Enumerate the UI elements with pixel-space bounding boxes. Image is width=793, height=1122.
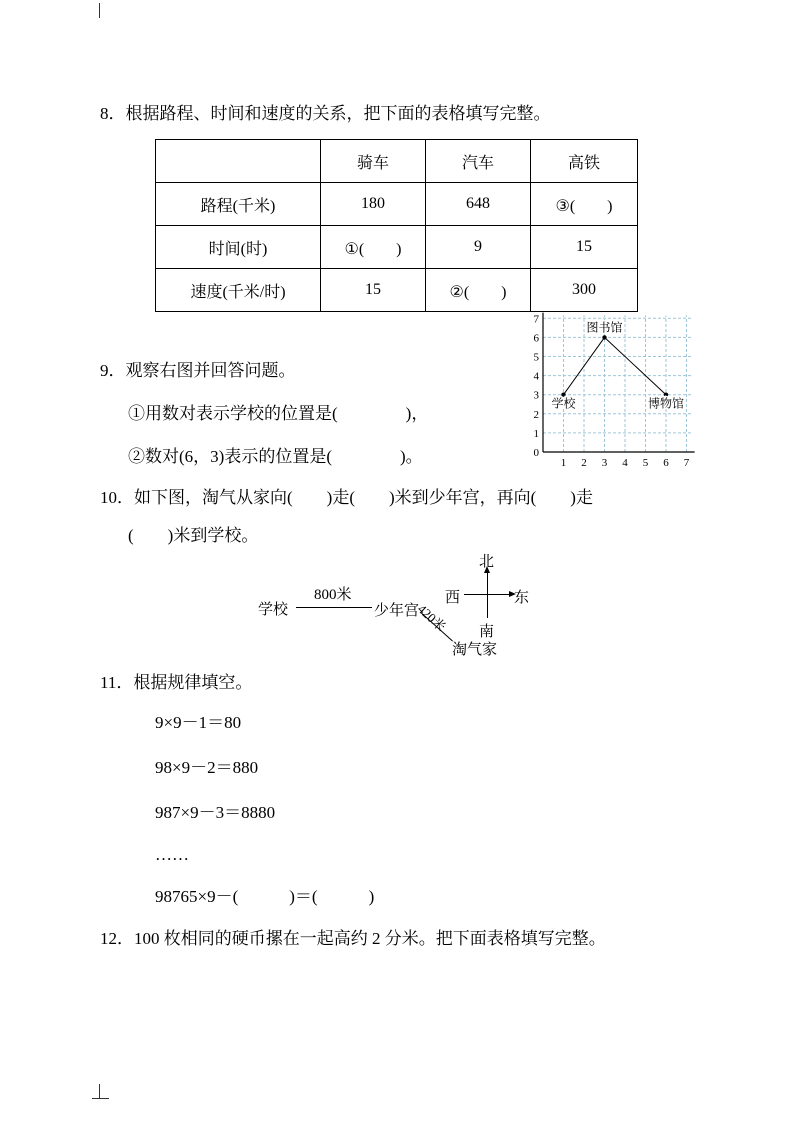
page-frame-fragment-bottom-horizontal <box>92 1098 109 1099</box>
compass-south-label: 南 <box>479 624 495 640</box>
svg-text:图书馆: 图书馆 <box>586 320 623 335</box>
table-header-cell: 骑车 <box>321 140 426 183</box>
table-header-row <box>156 140 638 183</box>
question-11-text: 11．根据规律填空。 <box>100 673 253 692</box>
q10-map-diagram <box>0 545 793 663</box>
table-row <box>156 226 638 269</box>
table-row <box>156 183 638 226</box>
distance-800m-label: 800米 <box>314 587 352 603</box>
svg-text:5: 5 <box>642 457 649 469</box>
question-8-text: 8．根据路程、时间和速度的关系，把下面的表格填写完整。 <box>100 104 551 123</box>
compass-west-label: 西 <box>445 590 461 606</box>
question-12-text: 12．100 枚相同的硬币摞在一起高约 2 分米。把下面表格填写完整。 <box>100 929 606 948</box>
page-frame-fragment-bottom-vertical <box>99 1084 100 1099</box>
svg-text:2: 2 <box>533 408 539 421</box>
coordinate-grid-chart <box>519 300 701 470</box>
table-cell: 9 <box>426 226 531 269</box>
question-10-text-line1: 10．如下图，淘气从家向( )走( )米到少年宫，再向( )走 <box>100 488 593 507</box>
svg-text:3: 3 <box>533 389 539 402</box>
table-cell: 180 <box>321 183 426 226</box>
distance-420m-label: 420米 <box>414 601 449 635</box>
row-label-cell: 速度(千米/时) <box>156 269 321 312</box>
svg-text:6: 6 <box>663 457 669 469</box>
page-frame-fragment-top <box>99 3 100 18</box>
equation-line-2: 98×9－2＝880 <box>155 758 259 777</box>
compass-north-label: 北 <box>479 554 495 570</box>
svg-text:4: 4 <box>622 457 628 469</box>
question-9-sub1: ①用数对表示学校的位置是( )， <box>128 404 429 423</box>
table-header-cell: 高铁 <box>531 140 638 183</box>
svg-text:1: 1 <box>560 457 567 469</box>
compass-east-label: 东 <box>514 590 530 606</box>
table-cell: 648 <box>426 183 531 226</box>
equation-line-blank: 98765×9－( )＝( ) <box>155 887 375 906</box>
svg-text:3: 3 <box>601 457 608 469</box>
equation-line-3: 987×9－3＝8880 <box>155 803 276 822</box>
svg-text:7: 7 <box>533 313 539 326</box>
q8-table <box>155 139 638 312</box>
table-cell: 15 <box>531 226 638 269</box>
row-label-cell: 时间(时) <box>156 226 321 269</box>
question-9-text: 9．观察右图并回答问题。 <box>100 361 296 380</box>
table-cell: 300 <box>531 269 638 312</box>
table-header-cell <box>156 140 321 183</box>
svg-text:6: 6 <box>533 332 539 345</box>
svg-text:5: 5 <box>533 351 539 364</box>
table-cell answer-blank: ③( ) <box>531 183 638 226</box>
equation-line-1: 9×9－1＝80 <box>155 713 242 732</box>
row-label-cell: 路程(千米) <box>156 183 321 226</box>
table-cell: 15 <box>321 269 426 312</box>
question-9-sub2: ②数对(6，3)表示的位置是( )。 <box>128 447 423 466</box>
compass-horizontal-line <box>464 594 511 595</box>
taoqi-home-label: 淘气家 <box>452 642 498 658</box>
equation-ellipsis: …… <box>155 845 189 864</box>
svg-text:1: 1 <box>533 427 539 440</box>
school-palace-line <box>296 607 372 608</box>
svg-text:0: 0 <box>533 447 539 459</box>
svg-text:2: 2 <box>581 457 587 469</box>
svg-text:7: 7 <box>683 457 690 469</box>
svg-text:博物馆: 博物馆 <box>647 396 685 411</box>
school-label: 学校 <box>258 602 289 618</box>
table-cell answer-blank: ②( ) <box>426 269 531 312</box>
table-header-cell: 汽车 <box>426 140 531 183</box>
question-10-text-line2: ( )米到学校。 <box>128 526 259 545</box>
youth-palace-label: 少年宫 <box>374 603 420 619</box>
table-cell answer-blank: ①( ) <box>321 226 426 269</box>
svg-text:4: 4 <box>533 370 539 383</box>
svg-text:学校: 学校 <box>551 396 576 411</box>
